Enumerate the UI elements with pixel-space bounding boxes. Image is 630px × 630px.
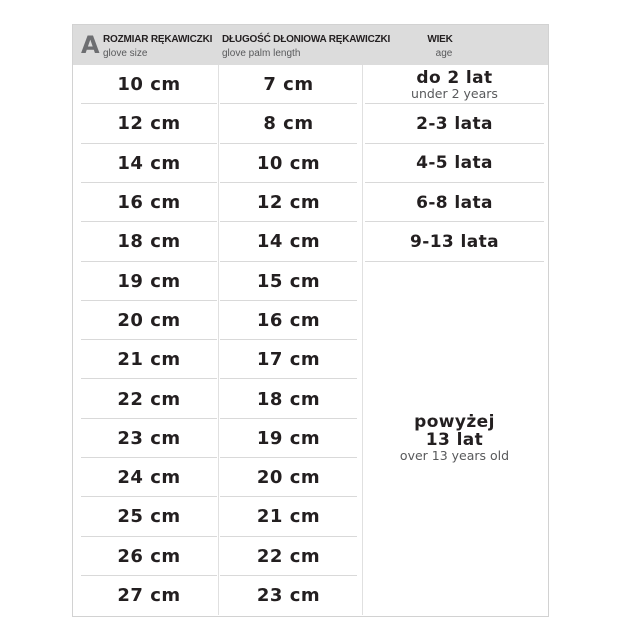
column-divider: [218, 65, 219, 615]
age-label: do 2 lat: [416, 67, 493, 88]
age-label: 6-8 lata: [416, 192, 493, 213]
glove-size-cell: 22 cm: [117, 388, 181, 410]
palm-length-cell: 22 cm: [256, 545, 321, 567]
glove-size-cell: 16 cm: [117, 192, 181, 214]
glove-size-cell: 24 cm: [117, 467, 181, 489]
size-chart: [72, 24, 549, 617]
palm-length-cell: 23 cm: [256, 585, 321, 607]
palm-length-cell: 8 cm: [263, 113, 314, 135]
size-column: [81, 65, 217, 615]
size-column-title: ROZMIAR RĘKAWICZKI: [103, 34, 213, 45]
age-cell: [365, 104, 544, 143]
glove-size-cell: 12 cm: [117, 113, 181, 135]
palm-length-cell: 12 cm: [256, 192, 321, 214]
palm-length-cell: 7 cm: [263, 74, 314, 96]
palm-length-cell: 15 cm: [256, 270, 321, 292]
column-divider: [362, 65, 363, 615]
glove-size-cell: 25 cm: [117, 506, 181, 528]
age-column-title: WIEK: [427, 34, 453, 45]
palm-length-cell: 17 cm: [256, 349, 321, 371]
palm-length-cell: 10 cm: [256, 152, 321, 174]
glove-size-cell: 18 cm: [117, 231, 181, 253]
glove-size-cell: 23 cm: [117, 427, 181, 449]
glove-size-cell: 27 cm: [117, 585, 181, 607]
palm-length-cell: 18 cm: [256, 388, 321, 410]
age-column-subtitle: age: [435, 48, 453, 59]
age-sublabel: over 13 years old: [399, 448, 510, 464]
table-header: [73, 25, 548, 65]
palm-length-cell: 19 cm: [256, 427, 321, 449]
palm-length-cell: 14 cm: [256, 231, 321, 253]
age-cell: [365, 183, 544, 222]
palm-length-column: [220, 65, 357, 615]
corner-letter: A: [81, 31, 100, 59]
age-cell: [365, 262, 544, 616]
glove-size-cell: 21 cm: [117, 349, 181, 371]
age-cell: [365, 144, 544, 183]
palm-column-subtitle: glove palm length: [222, 48, 301, 59]
age-sublabel: under 2 years: [411, 85, 498, 101]
glove-size-cell: 26 cm: [117, 545, 181, 567]
age-label: powyżej 13 lat: [414, 412, 495, 451]
palm-length-cell: 16 cm: [256, 309, 321, 331]
age-cell: [365, 222, 544, 261]
glove-size-cell: 20 cm: [117, 309, 181, 331]
age-label: 4-5 lata: [416, 153, 493, 174]
palm-column-title: DŁUGOŚĆ DŁONIOWA RĘKAWICZKI: [222, 34, 391, 45]
age-label: 9-13 lata: [410, 231, 499, 252]
age-column: [365, 65, 544, 615]
glove-size-cell: 10 cm: [117, 74, 181, 96]
palm-length-cell: 21 cm: [256, 506, 321, 528]
size-column-subtitle: glove size: [103, 48, 148, 59]
age-cell: [365, 65, 544, 104]
glove-size-cell: 14 cm: [117, 152, 181, 174]
age-label: 2-3 lata: [416, 113, 493, 134]
palm-length-cell: 20 cm: [256, 467, 321, 489]
glove-size-cell: 19 cm: [117, 270, 181, 292]
